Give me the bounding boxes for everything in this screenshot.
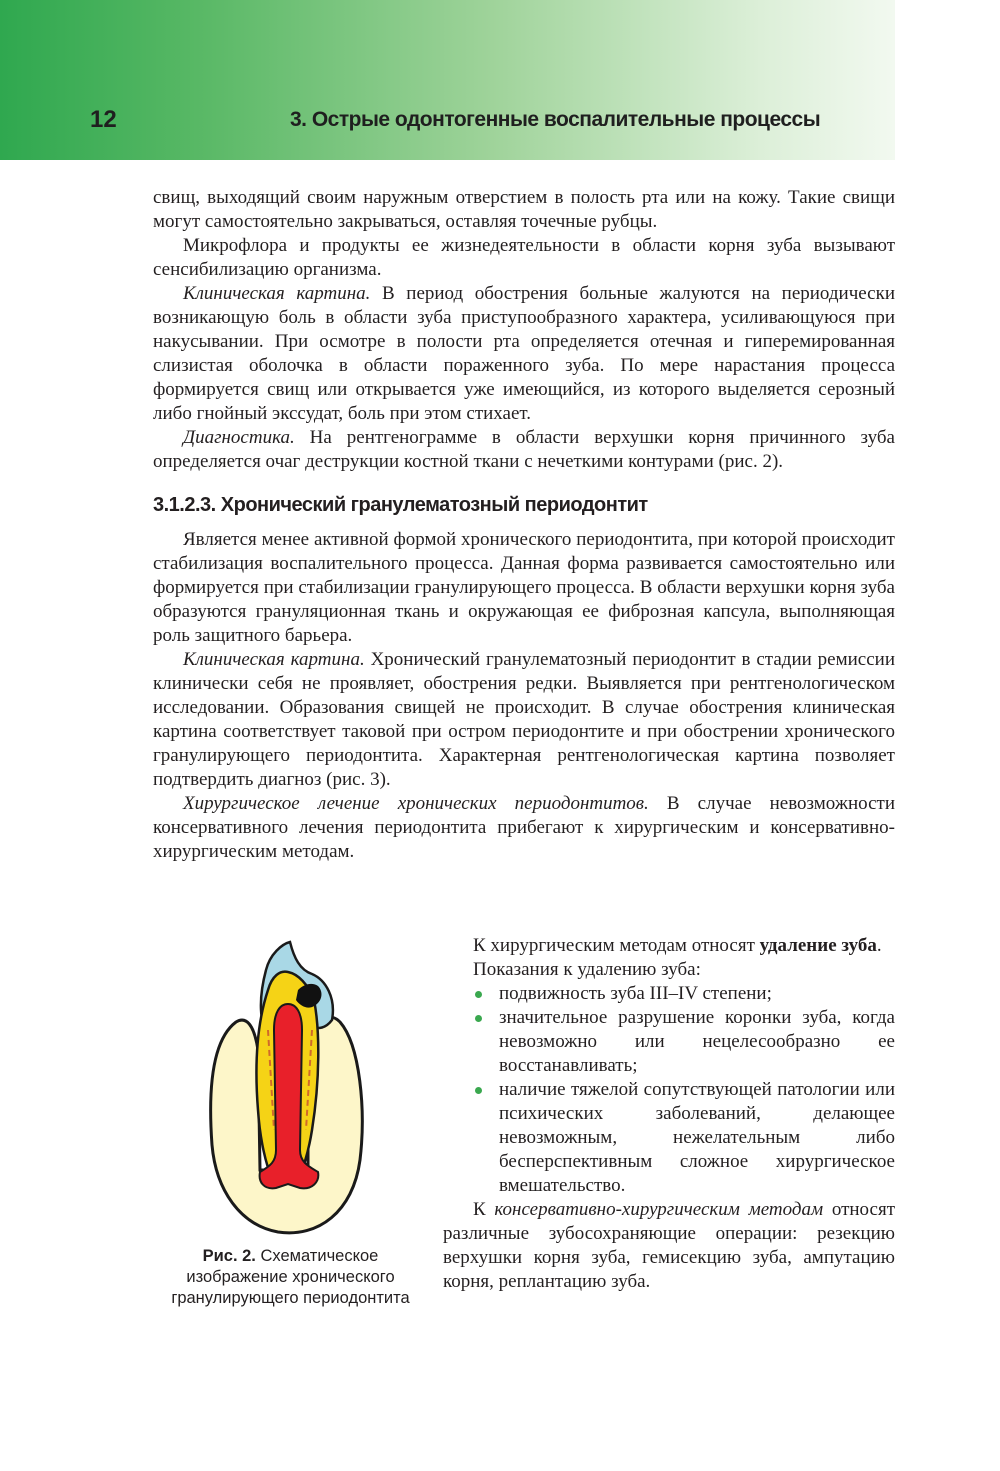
caption-label: Рис. 2. bbox=[202, 1247, 256, 1265]
bullet-icon bbox=[475, 991, 482, 998]
header-banner bbox=[0, 0, 895, 160]
paragraph-9: Показания к удалению зуба: bbox=[473, 959, 701, 980]
list-item-text: значительное разрушение коронки зуба, когда невозможно или нецелесообразно ее восстанавливать; bbox=[499, 1007, 895, 1076]
paragraph-3 bbox=[153, 282, 895, 426]
list-item-text: наличие тяжелой сопутствующей патологии или психических заболеваний, делающее невозможным, нежелательным либо бесперспективным сложное хирургическое вмешательство. bbox=[499, 1079, 895, 1196]
paragraph-8 bbox=[443, 934, 895, 958]
page-number: 12 bbox=[90, 106, 117, 133]
paragraph-8-end: . bbox=[876, 935, 882, 956]
paragraph-8-text: К хирургическим методам относят bbox=[473, 935, 760, 956]
paragraph-7-text: В случае невозможности консервативного лечения периодонтита прибегают к хирургическим и консервативно-хирургическим методам. bbox=[153, 793, 895, 862]
indications-list bbox=[443, 982, 895, 1198]
list-item-text: подвижность зуба III–IV степени; bbox=[499, 983, 772, 1004]
figure-2 bbox=[153, 940, 433, 1309]
paragraph-1: свищ, выходящий своим наружным отверстием в полость рта или на кожу. Такие свищи могут самостоятельно закрываться, оставляя точечные рубцы. bbox=[153, 187, 895, 232]
tooth-diagram bbox=[208, 940, 368, 1238]
surgical-treatment-label: Хирургическое лечение хронических периодонтитов. bbox=[183, 793, 649, 814]
bullet-icon bbox=[475, 1015, 482, 1022]
paragraph-4-text: На рентгенограмме в области верхушки корня причинного зуба определяется очаг деструкции костной ткани с нечеткими контурами (рис. 2). bbox=[153, 427, 895, 472]
list-item bbox=[499, 982, 895, 1006]
paragraph-5: Является менее активной формой хронического периодонтита, при которой происходит стабилизация воспалительного процесса. Данная форма развивается самостоятельно или формируется при стабилизации гранулирующего процесса. В области верхушки корня зуба образуются грануляционная ткань и окружающая ее фиброзная капсула, выполняющая роль защитного барьера. bbox=[153, 529, 895, 646]
conservative-surgical-label: консервативно-хирургическим методам bbox=[494, 1199, 824, 1220]
right-column bbox=[443, 934, 895, 1294]
bullet-icon bbox=[475, 1087, 482, 1094]
paragraph-6-text: Хронический гранулематозный периодонтит в стадии ремиссии клинически себя не проявляет, обострения редки. Выявляется при рентгенологическом исследовании. Образования свищей не происходит. В случае обострения клиническая картина соответствует таковой при остром периодонтите и при обострении хронического гранулирующего периодонтита. Характерная рентгенологическая картина позволяет подтвердить диагноз (рис. 3). bbox=[153, 649, 895, 790]
main-text bbox=[153, 186, 895, 864]
paragraph-4 bbox=[153, 426, 895, 474]
caption-text: Схематическое изображение хронического гранулирующего периодонтита bbox=[171, 1247, 410, 1307]
paragraph-2: Микрофлора и продукты ее жизнедеятельности в области корня зуба вызывают сенсибилизацию организма. bbox=[153, 235, 895, 280]
list-item bbox=[499, 1078, 895, 1198]
list-item bbox=[499, 1006, 895, 1078]
paragraph-6 bbox=[153, 648, 895, 792]
paragraph-10-start: К bbox=[473, 1199, 495, 1220]
diagnostics-label: Диагностика. bbox=[183, 427, 295, 448]
paragraph-10-text: относят различные зубосохраняющие операции: резекцию верхушки корня зуба, гемисекцию зуба, ампутацию корня, реплантацию зуба. bbox=[443, 1199, 895, 1292]
clinical-label: Клиническая картина. bbox=[183, 283, 371, 304]
clinical-label-2: Клиническая картина. bbox=[183, 649, 365, 670]
chapter-title: 3. Острые одонтогенные воспалительные процессы bbox=[290, 108, 821, 131]
paragraph-10 bbox=[443, 1198, 895, 1294]
paragraph-7 bbox=[153, 792, 895, 864]
section-heading: 3.1.2.3. Хронический гранулематозный периодонтит bbox=[153, 494, 648, 516]
figure-caption bbox=[153, 1246, 428, 1309]
paragraph-3-text: В период обострения больные жалуются на периодически возникающую боль в области зуба приступообразного характера, усиливающуюся при накусывании. При осмотре в полости рта определяется отечная и гиперемированная слизистая оболочка в области пораженного зуба. По мере нарастания процесса формируется свищ или открывается уже имеющийся, из которого выделяется серозный либо гнойный экссудат, боль при этом стихает. bbox=[153, 283, 895, 424]
tooth-extraction-term: удаление зуба bbox=[759, 935, 877, 956]
